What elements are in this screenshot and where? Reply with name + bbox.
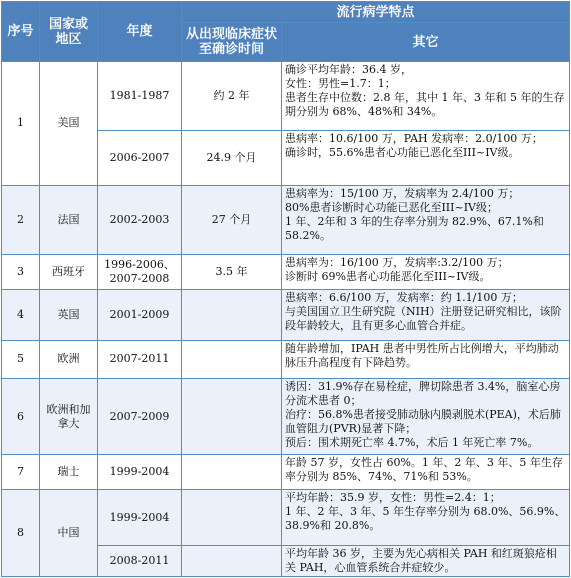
time-to-diagnosis-cell — [182, 455, 282, 490]
table-header — [2, 2, 570, 62]
detail-line: 患病率：10.6/100 万，PAH 发病率：2.0/100 万； — [285, 132, 543, 146]
detail-line: 随年龄增加，IPAH 患者中男性所占比例增大，平均肺动脉压升高程度有下降趋势。 — [285, 341, 559, 369]
years-cell: 1999-2004 — [98, 455, 182, 490]
details-cell — [282, 185, 570, 254]
region-cell: 西班牙 — [40, 255, 98, 290]
detail-line: 女性：男性=1.7：1； — [285, 77, 396, 90]
table-row — [2, 455, 570, 490]
header-group: 流行病学特点 — [182, 2, 570, 23]
years-cell: 2001-2009 — [98, 290, 182, 340]
row-number: 8 — [2, 490, 40, 577]
table-row — [2, 340, 570, 378]
detail-line: 年龄 57 岁，女性占 60%。1 年、2 年、3 年、5 年生存率分别为 85%、74%、71%和 53%。 — [285, 456, 563, 484]
header-region: 国家或地区 — [40, 2, 98, 62]
time-to-diagnosis-cell — [182, 340, 282, 378]
header-no: 序号 — [2, 2, 40, 62]
details-cell — [282, 255, 570, 290]
detail-line: 平均年龄 36 岁，主要为先心病相关 PAH 和红斑狼疮相关 PAH，心血管系统合并症较少。 — [285, 546, 557, 574]
detail-line: 患者生存中位数：2.8 年，其中 1 年、3 年和 5 年的生存期分别为 68%、48%和 34%。 — [285, 91, 565, 118]
table-row — [2, 185, 570, 254]
region-cell: 美国 — [40, 62, 98, 186]
details-cell — [282, 455, 570, 490]
detail-line: 治疗：56.8%患者接受肺动脉内膜剥脱术(PEA)，术后肺血管阻力(PVR)显著下降； — [285, 407, 561, 435]
time-to-diagnosis-cell — [182, 378, 282, 454]
row-number: 1 — [2, 62, 40, 186]
years-cell: 2006-2007 — [98, 131, 182, 185]
table-row — [2, 490, 570, 545]
details-cell — [282, 378, 570, 454]
detail-line: 1 年、2年和 3 年的生存率分别为 82.9%、67.1%和 58.2%。 — [285, 214, 544, 242]
detail-line: 预后：围术期死亡率 4.7%，术后 1 年死亡率 7%。 — [285, 435, 539, 449]
row-number: 4 — [2, 290, 40, 340]
detail-line: 诊断时 69%患者心功能恶化至III~IV级。 — [285, 270, 491, 284]
table-row — [2, 290, 570, 340]
details-cell — [282, 62, 570, 131]
detail-line: 患病率为：15/100 万，发病率为 2.4/100 万； — [285, 186, 520, 200]
region-cell: 瑞士 — [40, 455, 98, 490]
header-time-to-diagnosis: 从出现临床症状至确诊时间 — [182, 23, 282, 62]
epidemiology-table — [1, 1, 570, 577]
detail-line: 诱因：31.9%存在易栓症，脾切除患者 3.4%，脑室心房分流术患者 0； — [285, 379, 561, 407]
table-row — [2, 255, 570, 290]
years-cell: 2007-2011 — [98, 340, 182, 378]
detail-line: 与美国国立卫生研究院（NIH）注册登记研究相比，该阶段年龄较大，且有更多心血管合并症。 — [285, 305, 562, 333]
row-number: 3 — [2, 255, 40, 290]
row-number: 2 — [2, 185, 40, 254]
details-cell — [282, 340, 570, 378]
table-row — [2, 378, 570, 454]
region-cell: 法国 — [40, 185, 98, 254]
time-to-diagnosis-cell — [182, 545, 282, 576]
region-cell: 欧洲 — [40, 340, 98, 378]
region-cell: 欧洲和加拿大 — [40, 378, 98, 454]
detail-line: 平均年龄：35.9 岁，女性：男性=2.4：1； — [285, 491, 501, 505]
details-cell — [282, 290, 570, 340]
detail-line: 患病率为：16/100 万，发病率:3.2/100 万； — [285, 256, 509, 270]
years-cell: 1981-1987 — [98, 62, 182, 131]
region-cell: 中国 — [40, 490, 98, 577]
years-cell: 2008-2011 — [98, 545, 182, 576]
time-to-diagnosis-cell: 24.9 个月 — [182, 131, 282, 185]
details-cell — [282, 490, 570, 545]
row-number: 5 — [2, 340, 40, 378]
table-row — [2, 62, 570, 131]
header-other: 其它 — [282, 23, 570, 62]
time-to-diagnosis-cell: 约 2 年 — [182, 62, 282, 131]
time-to-diagnosis-cell: 27 个月 — [182, 185, 282, 254]
row-number: 6 — [2, 378, 40, 454]
time-to-diagnosis-cell — [182, 290, 282, 340]
detail-line: 确诊平均年龄：36.4 岁， — [285, 63, 412, 76]
row-number: 7 — [2, 455, 40, 490]
header-years: 年度 — [98, 2, 182, 62]
details-cell — [282, 545, 570, 576]
detail-line: 确诊时，55.6%患者心功能已恶化至III~IV级。 — [285, 146, 520, 160]
years-cell: 2002-2003 — [98, 185, 182, 254]
detail-line: 患病率：6.6/100 万，发病率：约 1.1/100 万； — [285, 291, 523, 305]
time-to-diagnosis-cell — [182, 490, 282, 545]
years-cell: 2007-2009 — [98, 378, 182, 454]
details-cell — [282, 131, 570, 185]
years-cell: 1996-2006、2007-2008 — [98, 255, 182, 290]
region-cell: 英国 — [40, 290, 98, 340]
detail-line: 1 年、2 年、3 年、5 年生存率分别为 68.0%、56.9%、38.9%和 20.8%。 — [285, 505, 566, 533]
table-body — [2, 62, 570, 577]
years-cell: 1999-2004 — [98, 490, 182, 545]
detail-line: 80%患者诊断时心功能已恶化至III~IV级； — [285, 200, 498, 214]
time-to-diagnosis-cell: 3.5 年 — [182, 255, 282, 290]
